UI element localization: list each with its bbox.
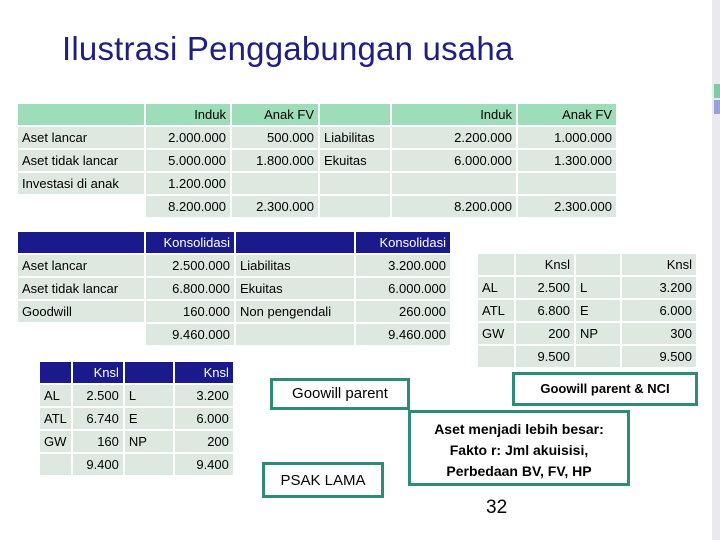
row-label-2: Ekuitas bbox=[320, 150, 390, 171]
side-decoration-bar bbox=[712, 0, 720, 540]
header-blank bbox=[18, 232, 144, 253]
row-label: Goodwill bbox=[18, 301, 144, 322]
account-value-2: 6.000 bbox=[175, 408, 233, 429]
anak-total: 2.300.000 bbox=[232, 196, 318, 217]
table-row bbox=[40, 385, 233, 406]
account-code-2 bbox=[125, 454, 173, 475]
side-marker-blue bbox=[714, 100, 720, 114]
top-header-row bbox=[18, 104, 616, 125]
page-number: 32 bbox=[486, 497, 508, 518]
row-label: Aset lancar bbox=[18, 127, 144, 148]
header-knsl-2: Knsl bbox=[622, 254, 696, 275]
account-value: 160 bbox=[73, 431, 123, 452]
account-code: ATL bbox=[40, 408, 71, 429]
account-value-2: 3.200 bbox=[622, 277, 696, 298]
table-row bbox=[18, 173, 616, 194]
asset-value: 6.800.000 bbox=[146, 278, 234, 299]
row-label: Aset lancar bbox=[18, 255, 144, 276]
table-row bbox=[478, 323, 696, 344]
row-label-2: Liabilitas bbox=[236, 255, 354, 276]
header-konsolidasi-left: Konsolidasi bbox=[146, 232, 234, 253]
row-label bbox=[18, 196, 144, 217]
account-code bbox=[478, 346, 514, 367]
account-code-2: L bbox=[576, 277, 620, 298]
liability-value: 260.000 bbox=[356, 301, 450, 322]
row-label: Aset tidak lancar bbox=[18, 150, 144, 171]
row-label bbox=[18, 324, 144, 345]
induk-value-2 bbox=[392, 173, 516, 194]
table-total-row bbox=[478, 346, 696, 367]
induk-total-2: 8.200.000 bbox=[392, 196, 516, 217]
induk-value: 5.000.000 bbox=[146, 150, 230, 171]
account-value: 2.500 bbox=[516, 277, 574, 298]
slide-title: Ilustrasi Penggabungan usaha bbox=[62, 30, 514, 67]
anak-value-2 bbox=[518, 173, 616, 194]
header-blank bbox=[18, 104, 144, 125]
induk-total: 8.200.000 bbox=[146, 196, 230, 217]
account-code-2: E bbox=[576, 300, 620, 321]
header-blank-2 bbox=[320, 104, 390, 125]
induk-value-2: 2.200.000 bbox=[392, 127, 516, 148]
aset-note-line-2: Fakto r: Jml akuisisi, bbox=[449, 442, 589, 458]
header-anak-fv-2: Anak FV bbox=[518, 104, 616, 125]
header-induk: Induk bbox=[146, 104, 230, 125]
header-anak-fv: Anak FV bbox=[232, 104, 318, 125]
anak-total-2: 2.300.000 bbox=[518, 196, 616, 217]
account-total-2: 9.400 bbox=[175, 454, 233, 475]
account-code: AL bbox=[40, 385, 71, 406]
asset-value: 2.500.000 bbox=[146, 255, 234, 276]
row-label-2: Non pengendali bbox=[236, 301, 354, 322]
account-value: 6.800 bbox=[516, 300, 574, 321]
side-marker-green bbox=[714, 84, 720, 98]
header-konsolidasi-right: Konsolidasi bbox=[356, 232, 450, 253]
header-knsl-1: Knsl bbox=[516, 254, 574, 275]
top-balance-table bbox=[16, 102, 618, 219]
account-code-2: L bbox=[125, 385, 173, 406]
row-label: Investasi di anak bbox=[18, 173, 144, 194]
induk-value-2: 6.000.000 bbox=[392, 150, 516, 171]
table-row bbox=[18, 127, 616, 148]
account-value-2: 200 bbox=[175, 431, 233, 452]
header-blank-2 bbox=[236, 232, 354, 253]
aset-note-line-3: Perbedaan BV, FV, HP bbox=[446, 463, 592, 479]
row-label-2 bbox=[236, 324, 354, 345]
account-code-2 bbox=[576, 346, 620, 367]
table-total-row bbox=[18, 196, 616, 217]
row-label-2: Liabilitas bbox=[320, 127, 390, 148]
knsl-header-row bbox=[478, 254, 696, 275]
row-label-2 bbox=[320, 196, 390, 217]
aset-note-line-1: Aset menjadi lebih besar: bbox=[434, 421, 604, 437]
knsl-table-right bbox=[476, 252, 698, 369]
account-value: 6.740 bbox=[73, 408, 123, 429]
account-code-2: NP bbox=[576, 323, 620, 344]
row-label-2 bbox=[320, 173, 390, 194]
knsl-header-row bbox=[40, 362, 233, 383]
header-knsl-2: Knsl bbox=[175, 362, 233, 383]
table-total-row bbox=[40, 454, 233, 475]
liability-total: 9.460.000 bbox=[356, 324, 450, 345]
account-value: 200 bbox=[516, 323, 574, 344]
knsl-table-left bbox=[38, 360, 235, 477]
account-value-2: 3.200 bbox=[175, 385, 233, 406]
anak-value: 1.800.000 bbox=[232, 150, 318, 171]
induk-value: 1.200.000 bbox=[146, 173, 230, 194]
account-total-2: 9.500 bbox=[622, 346, 696, 367]
header-blank bbox=[40, 362, 71, 383]
account-code bbox=[40, 454, 71, 475]
account-code: ATL bbox=[478, 300, 514, 321]
goowill-parent-nci-box: Goowill parent & NCI bbox=[512, 372, 698, 406]
table-row bbox=[18, 255, 450, 276]
table-row bbox=[478, 300, 696, 321]
konsolidasi-table bbox=[16, 230, 452, 347]
anak-value-2: 1.300.000 bbox=[518, 150, 616, 171]
header-blank-2 bbox=[125, 362, 173, 383]
induk-value: 2.000.000 bbox=[146, 127, 230, 148]
asset-total: 9.460.000 bbox=[146, 324, 234, 345]
row-label-2: Ekuitas bbox=[236, 278, 354, 299]
table-row bbox=[40, 431, 233, 452]
table-total-row bbox=[18, 324, 450, 345]
account-code: GW bbox=[40, 431, 71, 452]
anak-value-2: 1.000.000 bbox=[518, 127, 616, 148]
account-code-2: NP bbox=[125, 431, 173, 452]
konsolidasi-header-row bbox=[18, 232, 450, 253]
aset-note-box bbox=[408, 410, 630, 486]
table-row bbox=[478, 277, 696, 298]
liability-value: 6.000.000 bbox=[356, 278, 450, 299]
anak-value: 500.000 bbox=[232, 127, 318, 148]
account-total: 9.500 bbox=[516, 346, 574, 367]
account-value: 2.500 bbox=[73, 385, 123, 406]
liability-value: 3.200.000 bbox=[356, 255, 450, 276]
goowill-parent-box: Goowill parent bbox=[270, 378, 410, 410]
psak-lama-box: PSAK LAMA bbox=[262, 462, 384, 498]
account-value-2: 300 bbox=[622, 323, 696, 344]
account-code: AL bbox=[478, 277, 514, 298]
header-blank-2 bbox=[576, 254, 620, 275]
table-row bbox=[18, 301, 450, 322]
table-row bbox=[18, 278, 450, 299]
asset-value: 160.000 bbox=[146, 301, 234, 322]
account-code-2: E bbox=[125, 408, 173, 429]
account-value-2: 6.000 bbox=[622, 300, 696, 321]
anak-value bbox=[232, 173, 318, 194]
table-row bbox=[40, 408, 233, 429]
row-label: Aset tidak lancar bbox=[18, 278, 144, 299]
account-total: 9.400 bbox=[73, 454, 123, 475]
account-code: GW bbox=[478, 323, 514, 344]
header-blank bbox=[478, 254, 514, 275]
table-row bbox=[18, 150, 616, 171]
header-induk-2: Induk bbox=[392, 104, 516, 125]
header-knsl-1: Knsl bbox=[73, 362, 123, 383]
